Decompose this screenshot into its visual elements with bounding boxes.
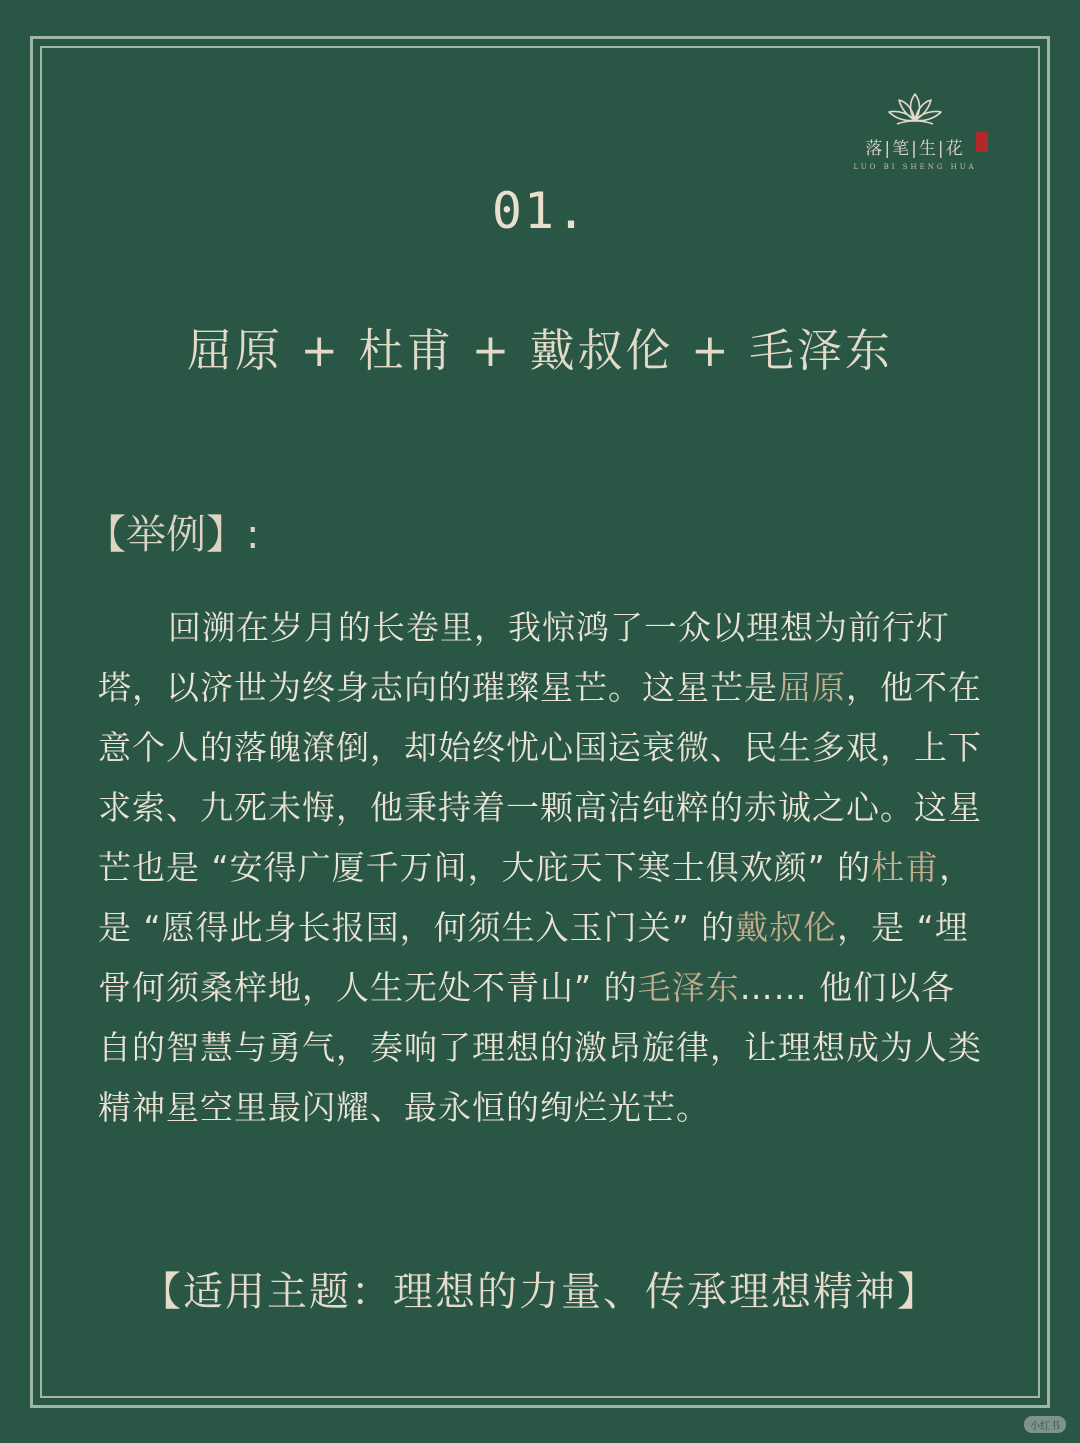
example-label: 【举例】:: [86, 512, 260, 558]
highlight-name-quyuan: 屈原: [778, 668, 846, 707]
paragraph-text-1: 回溯在岁月的长卷里，我惊鸿了一众以理想为前行灯塔，以济世为终身志向的璀璨星芒。这星芒是: [98, 608, 950, 707]
highlight-name-dufu: 杜甫: [871, 848, 940, 887]
paragraph-text-5: …… 他们以各自的智慧与勇气，奏响了理想的激昂旋律，让理想成为人类精神星空里最闪耀、最永恒的绚烂光芒。: [98, 968, 982, 1127]
section-number: 01.: [491, 182, 589, 240]
watermark-badge: 小红书: [1024, 1416, 1066, 1433]
brand-logo: [840, 90, 990, 185]
highlight-name-daishulun: 戴叔伦: [735, 908, 838, 947]
logo-pinyin-text: LUO BI SHENG HUA: [853, 163, 977, 171]
red-seal-stamp: [976, 132, 988, 152]
applicable-theme: 【适用主题：理想的力量、传承理想精神】: [141, 1269, 939, 1315]
logo-chinese-text: [840, 134, 990, 159]
highlight-name-maozedong: 毛泽东: [637, 968, 740, 1007]
paragraph-text-4: ，是 “埋骨何须桑梓地，人生无处不青山” 的: [98, 908, 969, 1007]
paragraph-text-3: ，是 “愿得此身长报国，何须生入玉门关” 的: [98, 848, 974, 947]
example-paragraph: [98, 598, 988, 1138]
page-headline: 屈原 + 杜甫 + 戴叔伦 + 毛泽东: [187, 324, 893, 377]
paragraph-text-2: ，他不在意个人的落魄潦倒，却始终忧心国运衰微、民生多艰，上下求索、九死未悔，他秉持着一颗高洁纯粹的赤诚之心。这星芒也是 “安得广厦千万间，大庇天下寒士俱欢颜” 的: [98, 668, 982, 887]
logo-chinese-label: 落|笔|生|花: [865, 139, 965, 159]
lotus-icon: [883, 90, 947, 130]
